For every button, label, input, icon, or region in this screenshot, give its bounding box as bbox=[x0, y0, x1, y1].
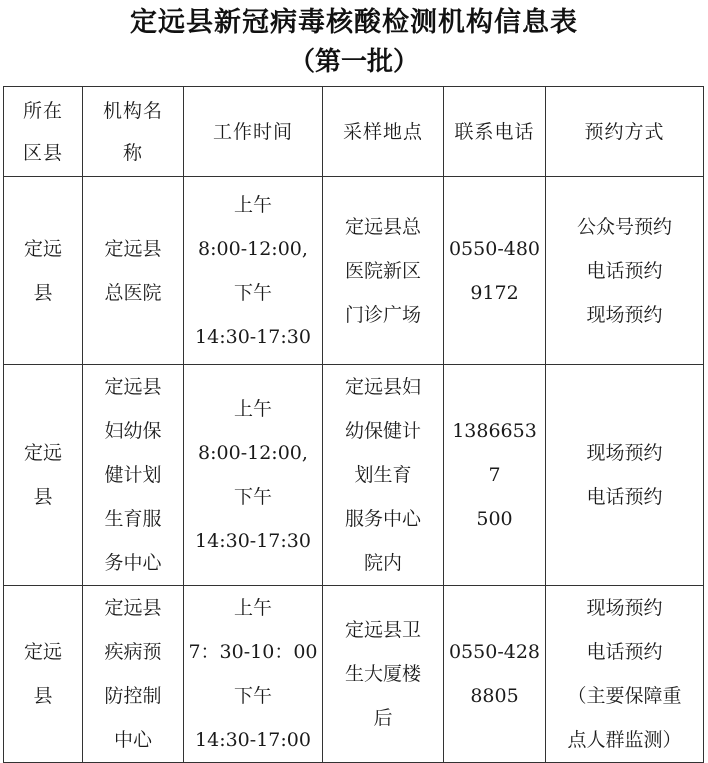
cell-hours: 上午 8:00-12:00, 下午 14:30-17:30 bbox=[184, 365, 323, 586]
cell-location: 定远县卫 生大厦楼 后 bbox=[323, 586, 444, 763]
table-row bbox=[4, 586, 704, 763]
cell-county: 定远 县 bbox=[4, 586, 83, 763]
cell-institution: 定远县 妇幼保 健计划 生育服 务中心 bbox=[83, 365, 184, 586]
cell-booking: 现场预约 电话预约 bbox=[546, 365, 704, 586]
header-hours: 工作时间 bbox=[184, 87, 323, 177]
cell-institution: 定远县 疾病预 防控制 中心 bbox=[83, 586, 184, 763]
header-phone: 联系电话 bbox=[444, 87, 546, 177]
table-row bbox=[4, 365, 704, 586]
cell-location: 定远县妇 幼保健计 划生育 服务中心 院内 bbox=[323, 365, 444, 586]
cell-booking: 现场预约 电话预约 （主要保障重 点人群监测） bbox=[546, 586, 704, 763]
page-title: 定远县新冠病毒核酸检测机构信息表 bbox=[130, 7, 578, 38]
cell-phone: 13866537 500 bbox=[444, 365, 546, 586]
cell-booking: 公众号预约 电话预约 现场预约 bbox=[546, 177, 704, 365]
table-row bbox=[4, 177, 704, 365]
cell-location: 定远县总 医院新区 门诊广场 bbox=[323, 177, 444, 365]
cell-phone: 0550-480 9172 bbox=[444, 177, 546, 365]
table-header-row bbox=[4, 87, 704, 177]
header-location: 采样地点 bbox=[323, 87, 444, 177]
institution-table bbox=[3, 86, 704, 763]
cell-county: 定远 县 bbox=[4, 177, 83, 365]
header-booking: 预约方式 bbox=[546, 87, 704, 177]
header-county: 所在 区县 bbox=[4, 87, 83, 177]
cell-institution: 定远县 总医院 bbox=[83, 177, 184, 365]
cell-phone: 0550-428 8805 bbox=[444, 586, 546, 763]
page-subtitle: （第一批） bbox=[288, 47, 419, 77]
cell-hours: 上午 8:00-12:00, 下午 14:30-17:30 bbox=[184, 177, 323, 365]
cell-hours: 上午 7：30-10：00 下午 14:30-17:00 bbox=[184, 586, 323, 763]
cell-county: 定远 县 bbox=[4, 365, 83, 586]
header-institution: 机构名 称 bbox=[83, 87, 184, 177]
